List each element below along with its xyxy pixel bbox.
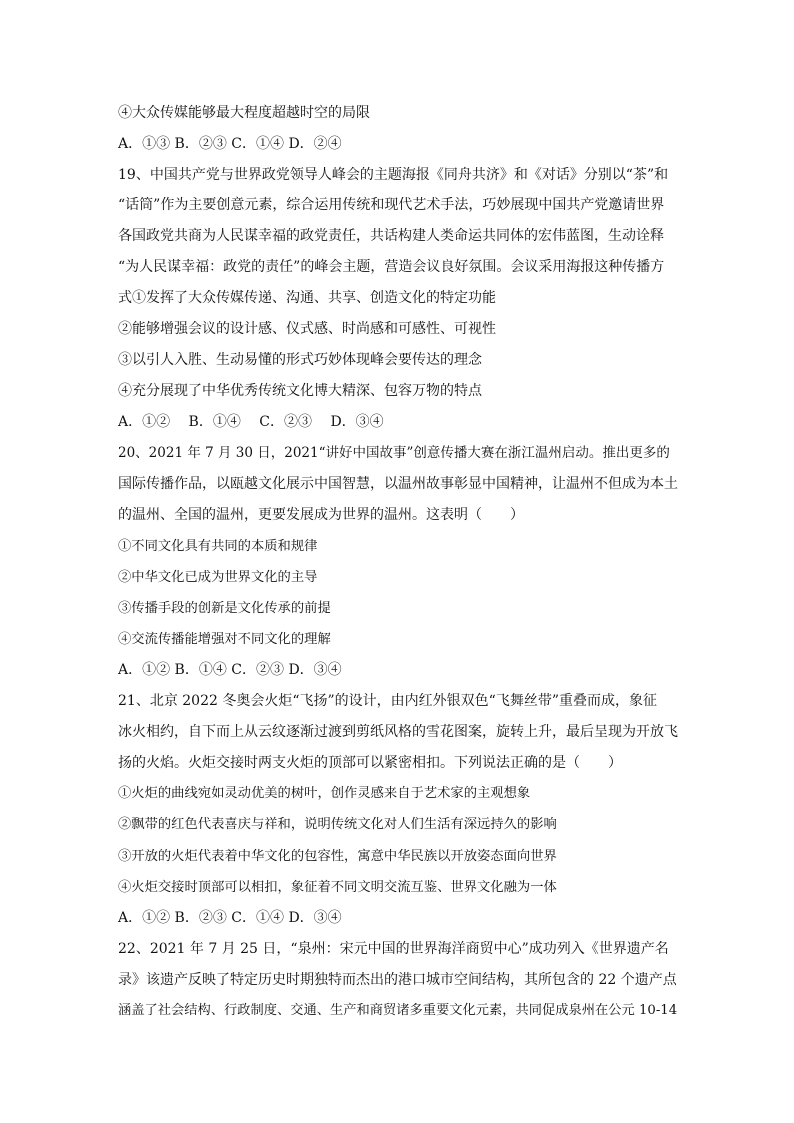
question-21-text: 21、北京 2022 冬奥会火炬“飞扬”的设计，由内红外银双色“飞舞丝带”重叠而成，象征 (118, 693, 657, 709)
question-19-text: 19、中国共产党与世界政党领导人峰会的主题海报《同舟共济》和《对话》分别以“茶”和 (118, 167, 669, 183)
question-20-text: 20、2021 年 7 月 30 日，2021“讲好中国故事”创意传播大赛在浙江温州启动。推出更多的 (118, 445, 670, 461)
option-line: ②飘带的红色代表喜庆与祥和，说明传统文化对人们生活有深远持久的影响 (118, 817, 557, 832)
answer-choices: A．①③ B．②③ C．①④ D．②④ (118, 136, 342, 152)
question-19-text: “为人民谋幸福：政党的责任”的峰会主题，营造会议良好氛围。会议采用海报这种传播方 (118, 259, 665, 275)
answer-choices: A．①② B．①④ C．②③ D．③④ (118, 662, 342, 678)
question-20-text: 的温州、全国的温州，更要发展成为世界的温州。这表明（ ） (118, 507, 524, 523)
option-line: ④大众传媒能够最大程度超越时空的局限 (118, 105, 370, 121)
answer-choices: A．①② B．①④ C．②③ D．③④ (118, 414, 384, 430)
option-line: ①不同文化具有共同的本质和规律 (118, 539, 318, 554)
option-line: ④火炬交接时顶部可以相扣，象征着不同文明交流互鉴、世界文化融为一体 (118, 880, 557, 895)
question-19-text: 式①发挥了大众传媒传递、沟通、共享、创造文化的特定功能 (118, 290, 496, 306)
question-20-text: 国际传播作品，以瓯越文化展示中国智慧，以温州故事彰显中国精神，让温州不但成为本土 (118, 476, 678, 492)
option-line: ③开放的火炬代表着中华文化的包容性，寓意中华民族以开放姿态面向世界 (118, 849, 557, 864)
option-line: ④充分展现了中华优秀传统文化博大精深、包容万物的特点 (118, 383, 482, 399)
question-19-text: “话筒”作为主要创意元素，综合运用传统和现代艺术手法，巧妙展现中国共产党邀请世界 (118, 197, 665, 213)
question-22-text: 涵盖了社会结构、行政制度、交通、生产和商贸诸多重要文化元素，共同促成泉州在公元 10-14 (118, 1003, 678, 1018)
question-22-text: 录》该遗产反映了特定历史时期独特而杰出的港口城市空间结构，其所包含的 22 个遗产点 (118, 972, 677, 988)
answer-choices: A．①② B．②③ C．①④ D．③④ (118, 910, 342, 926)
option-line: ③传播手段的创新是文化传承的前提 (118, 601, 331, 616)
question-22-text: 22、2021 年 7 月 25 日，“泉州：宋元中国的世界海洋商贸中心”成功列入《世界遗产名 (118, 941, 669, 957)
option-line: ②能够增强会议的设计感、仪式感、时尚感和可感性、可视性 (118, 321, 496, 337)
option-line: ①火炬的曲线宛如灵动优美的树叶，创作灵感来自于艺术家的主观想象 (118, 786, 531, 801)
question-19-text: 各国政党共商为人民谋幸福的政党责任，共话构建人类命运共同体的宏伟蓝图，生动诠释 (118, 228, 664, 244)
option-line: ④交流传播能增强对不同文化的理解 (118, 632, 331, 647)
question-21-text: 扬的火焰。火炬交接时两支火炬的顶部可以紧密相扣。下列说法正确的是（ ） (118, 755, 622, 771)
option-line: ②中华文化已成为世界文化的主导 (118, 570, 318, 585)
option-line: ③以引人入胜、生动易懂的形式巧妙体现峰会要传达的理念 (118, 352, 482, 368)
question-21-text: 冰火相约，自下而上从云纹逐渐过渡到剪纸风格的雪花图案，旋转上升，最后呈现为开放飞 (118, 724, 678, 740)
